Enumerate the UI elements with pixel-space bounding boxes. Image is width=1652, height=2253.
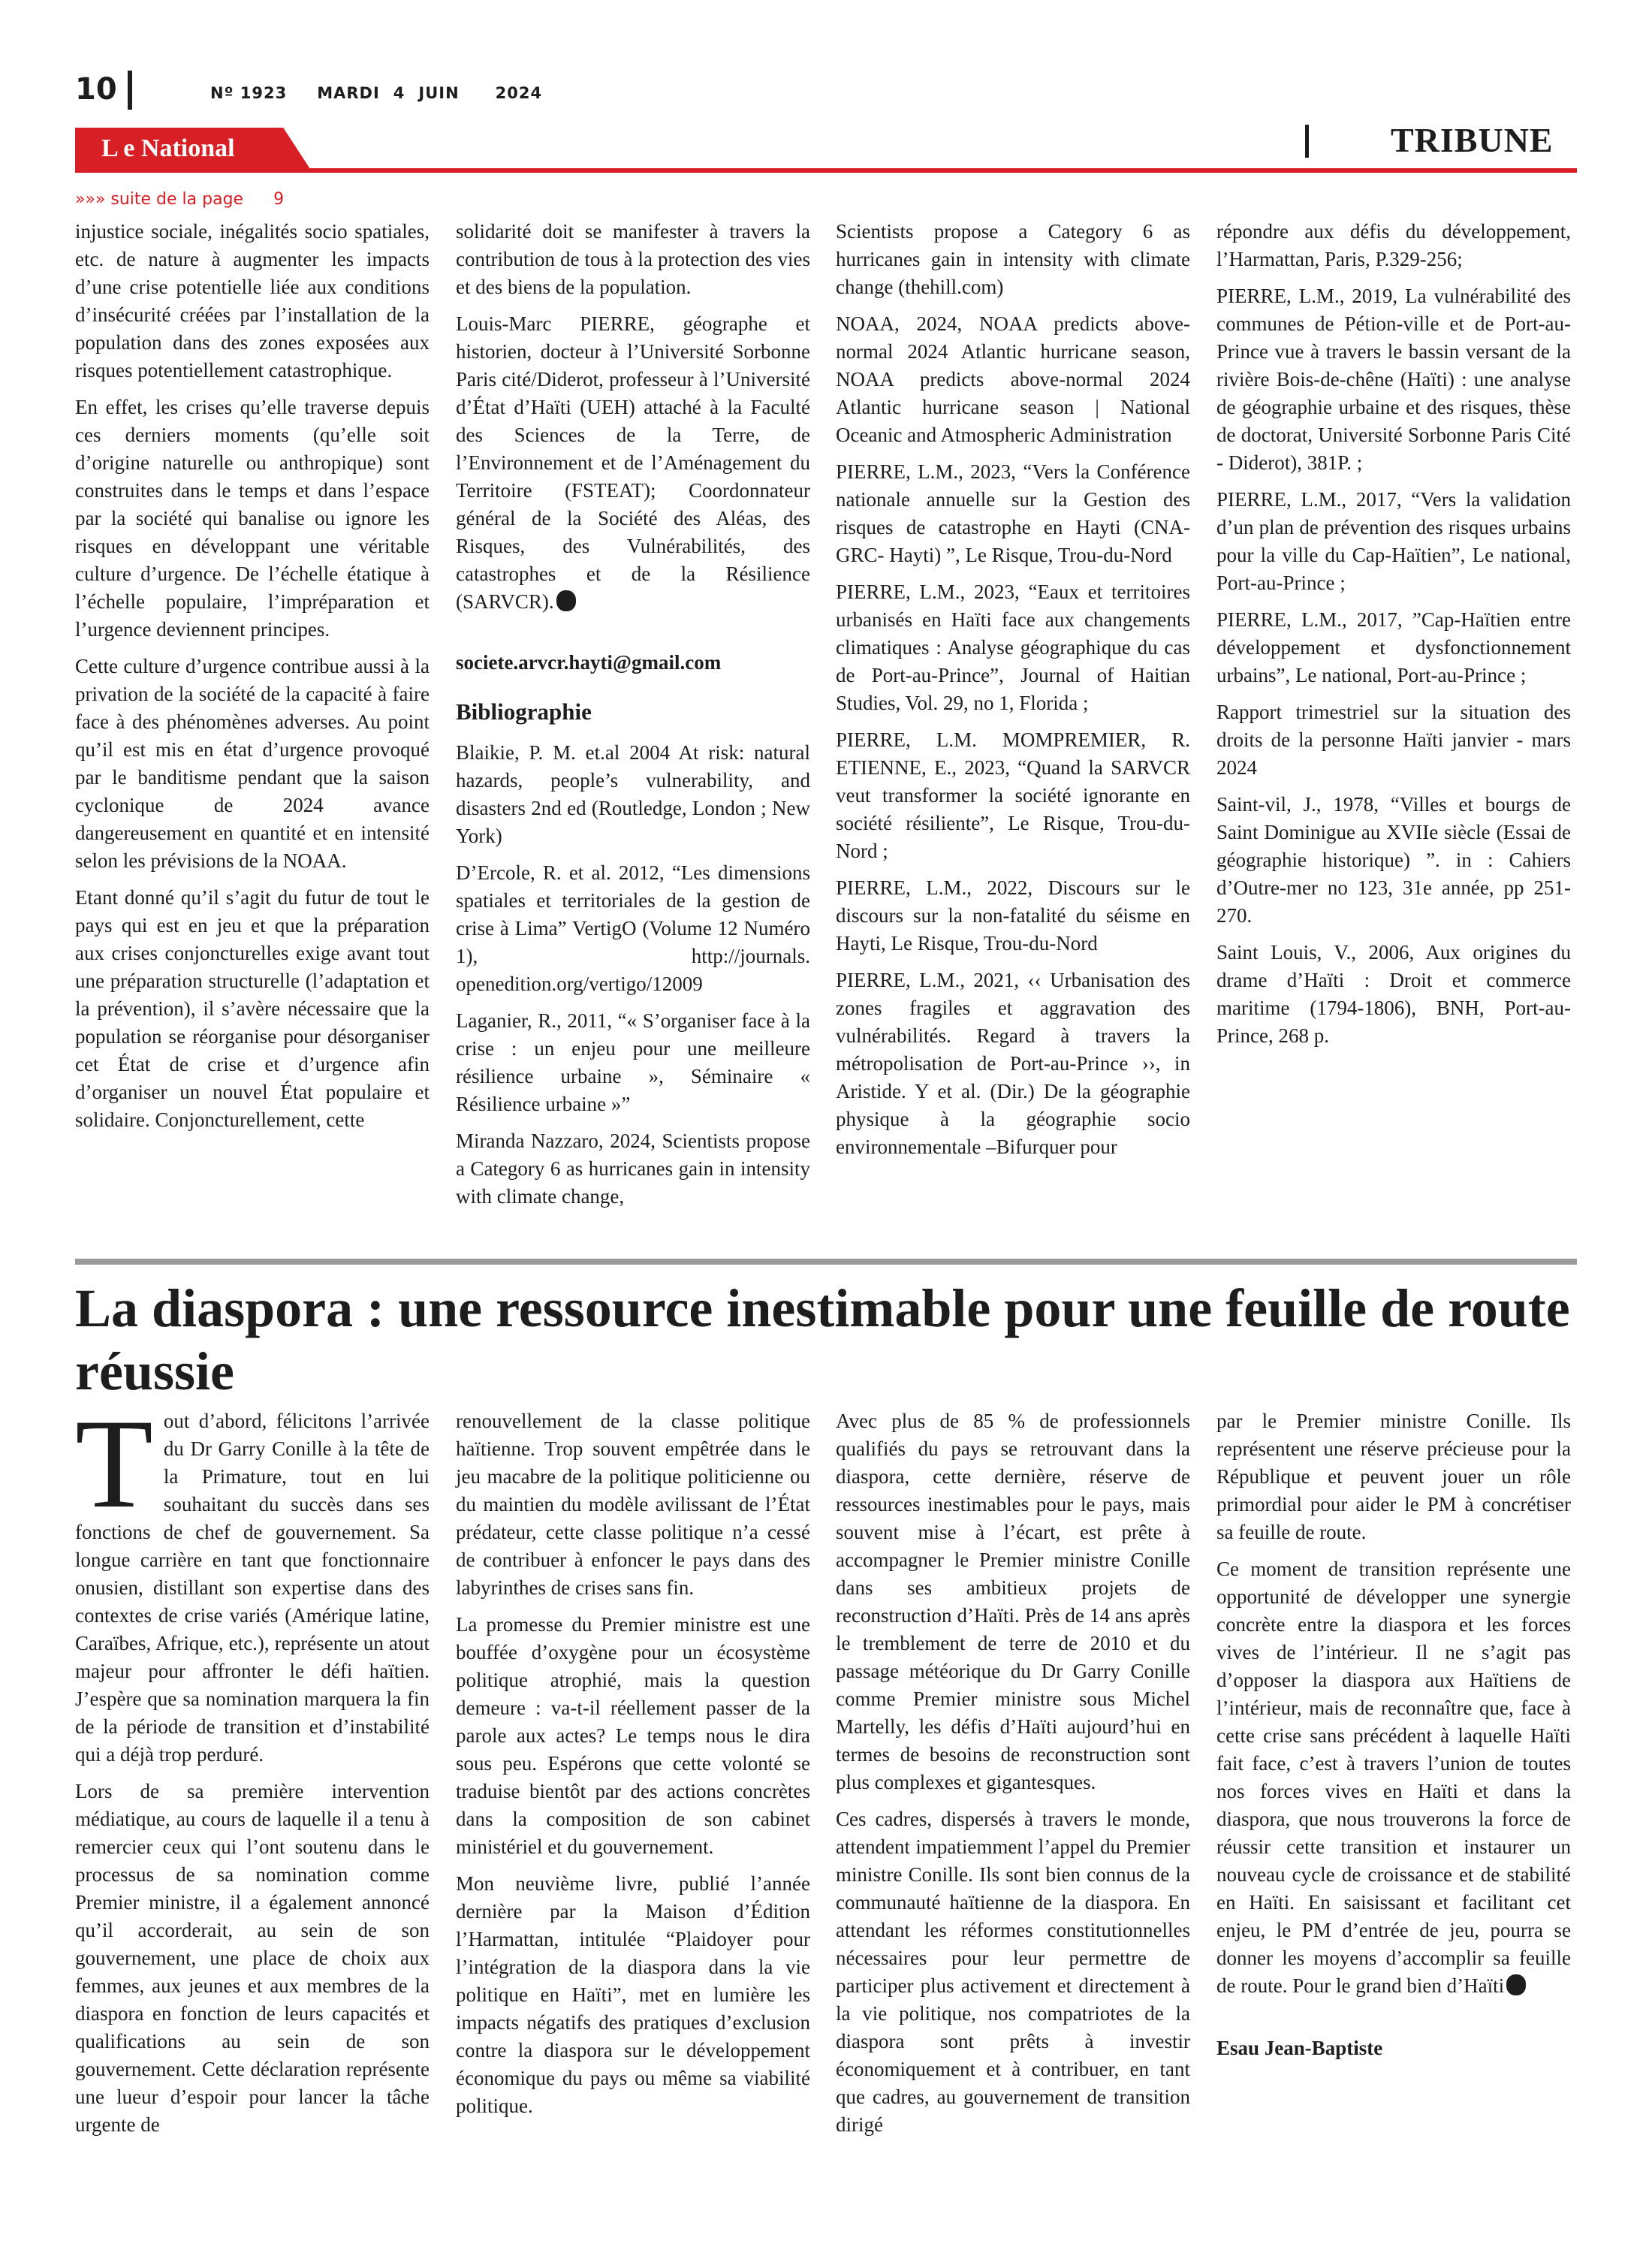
article2-column-1	[75, 1393, 430, 2148]
issue-number: Nº 1923	[210, 84, 288, 102]
page-number-rule	[128, 71, 132, 110]
bibliography-entry: PIERRE, L.M., 2023, “Vers la Conférence nationale annuelle sur la Gestion des risques de catastrophe en Hayti (CNA-GRC- Hayti) ”, Le Risque, Trou-du-Nord	[836, 460, 1190, 566]
page-number: 10	[75, 72, 117, 107]
bibliography-entry: PIERRE, L.M. MOMPREMIER, R. ETIENNE, E., 2023, “Quand la SARVCR veut transformer la société ignorante en société résiliente”, Le Risque, Trou-du-Nord ;	[836, 728, 1190, 862]
continuation-page: 9	[273, 190, 285, 209]
bibliography-entry: Blaikie, P. M. et.al 2004 At risk: natural hazards, people’s vulnerability, and disasters 2nd ed (Routledge, London ; New York)	[456, 741, 810, 847]
bibliography-entry: Rapport trimestriel sur la situation des droits de la personne Haïti janvier - mars 2024	[1216, 701, 1571, 779]
drop-cap: T	[75, 1393, 153, 1534]
section-separator	[1305, 125, 1309, 158]
article1-column-1	[75, 218, 430, 1143]
bibliography-entry: PIERRE, L.M., 2017, “Vers la validation d’un plan de prévention des risques urbains pour la ville du Cap-Haïtien”, Le national, Port-au-Prince ;	[1216, 488, 1571, 594]
bibliography-entry: PIERRE, L.M., 2022, Discours sur le discours sur la non-fatalité du séisme en Hayti, Le Risque, Trou-du-Nord	[836, 876, 1190, 955]
bibliography-entry: Scientists propose a Category 6 as hurricanes gain in intensity with climate change (thehill.com)	[836, 220, 1190, 298]
bibliography-entry: Miranda Nazzaro, 2024, Scientists propose a Category 6 as hurricanes gain in intensity with climate change,	[456, 1130, 810, 1208]
paragraph: Ce moment de transition représente une opportunité de développer une synergie concrète entre la diaspora et les forces vives de l’intérieur. Il ne s’agit pas d’opposer la diaspora aux Haïtiens de l’intérieur, mais de reconnaître que, face à cette crise sans précédent à laquelle Haïti fait face, c’est à travers l’union de toutes nos forces vives en Haïti et dans la diaspora, que nous trouverons la force de réussir cette transition et instaurer un nouveau cycle de croissance et de stabilité en Haïti. En saisissant et facilitant cet enjeu, le PM d’entrée de jeu, pourra se donner les moyens d’accomplir sa feuille de route. Pour le grand bien d’Haïti	[1216, 1558, 1571, 1997]
bibliography-entry: Saint-vil, J., 1978, “Villes et bourgs de Saint Dominigue au XVIIe siècle (Essai de géographie historique) ”. in : Cahiers d’Outre-mer no 123, 31e année, pp 251-270.	[1216, 793, 1571, 927]
author-email: societe.arvcr.hayti@gmail.com	[456, 651, 722, 674]
lead-paragraph: Tout d’abord, félicitons l’arrivée du Dr Garry Conille à la tête de la Primature, tout en lui souhaitant du succès dans ses fonctions de chef de gouvernement. Sa longue carrière en tant que fonctionnaire onusien, distillant son expertise dans des contextes de crise variés (Amérique latine, Caraïbes, Afrique, etc.), représente un atout majeur pour affronter le défi haïtien. J’espère que sa nomination marquera la fin de la période de transition et d’instabilité qui a déjà trop perduré.	[75, 1393, 430, 1766]
paragraph: La promesse du Premier ministre est une bouffée d’oxygène pour un écosystème politique atrophié, mais la question demeure : va-t-il réellement passer de la parole aux actes? Le temps nous le dira sous peu. Espérons que cette volonté se traduise bientôt par des actions concrètes dans la composition de son cabinet ministériel et du gouvernement.	[456, 1613, 810, 1858]
article1-column-3	[836, 218, 1190, 1170]
bibliography-entry: Saint Louis, V., 2006, Aux origines du drame d’Haïti : Droit et commerce maritime (1794-1806), BNH, Port-au-Prince, 268 p.	[1216, 941, 1571, 1047]
article1-column-4	[1216, 218, 1571, 1059]
issue-day: MARDI	[317, 84, 380, 102]
paragraph: Lors de sa première intervention médiatique, au cours de laquelle il a tenu à remercier ceux qui l’ont soutenu dans le processus de sa nomination comme Premier ministre, il a également annoncé qu’il accorderait, au sein de son gouvernement, une place de choix aux femmes, aux jeunes et aux membres de la diaspora en fonction de leurs capacités et qualifications au sein de son gouvernement. Cette déclaration représente une lueur d’espoir pour lancer la tâche urgente de	[75, 1780, 430, 2136]
bibliography-entry: PIERRE, L.M., 2017, ”Cap-Haïtien entre développement et dysfonctionnement urbains”, Le national, Port-au-Prince ;	[1216, 608, 1571, 686]
paragraph: par le Premier ministre Conille. Ils représentent une réserve précieuse pour la République et peuvent jouer un rôle primordial pour aider le PM à concrétiser sa feuille de route.	[1216, 1410, 1571, 1543]
header-rule	[75, 168, 1577, 173]
paragraph: injustice sociale, inégalités socio spatiales, etc. de nature à augmenter les impacts d’une crise potentielle liée aux conditions d’insécurité créées par l’installation de la population dans des zones exposées aux risques potentiellement catastrophique.	[75, 220, 430, 382]
bibliography-entry: répondre aux défis du développement, l’Harmattan, Paris, P.329-256;	[1216, 220, 1571, 270]
issue-date: 4	[393, 84, 405, 102]
paragraph: Avec plus de 85 % de professionnels qualifiés du pays se retrouvant dans la diaspora, cette dernière, réserve de ressources inestimables pour le pays, mais souvent mise à l’écart, est prête à accompagner le Premier ministre Conille dans ses ambitieux projets de reconstruction d’Haïti. Près de 14 ans après le tremblement de terre de 2010 et du passage météorique du Dr Garry Conille comme Premier ministre sous Michel Martelly, les défis d’Haïti aujourd’hui en termes de besoins de reconstruction sont plus complexes et gigantesques.	[836, 1410, 1190, 1793]
article2-column-3	[836, 1407, 1190, 2148]
article1-column-2	[456, 218, 810, 1220]
section-label: TRIBUNE	[1391, 121, 1554, 159]
bibliography-entry: Laganier, R., 2011, “« S’organiser face à la crise : un enjeu pour une meilleure résilience urbaine », Séminaire « Résilience urbaine »”	[456, 1009, 810, 1115]
issue-year: 2024	[495, 84, 543, 102]
bibliography-heading: Bibliographie	[456, 698, 592, 725]
end-of-article-icon	[556, 590, 576, 611]
issue-month: JUIN	[418, 84, 460, 102]
author-bio: Louis-Marc PIERRE, géographe et historien, docteur à l’Université Sorbonne Paris cité/Diderot, professeur à l’Université d’État d’Haïti (UEH) attaché à la Faculté des Sciences de la Terre, de l’Environnement et de l’Aménagement du Territoire (FSTEAT); Coordonnateur général de la Société des Aléas, des Risques, des Vulnérabilités, des catastrophes et de la Résilience (SARVCR).	[456, 312, 810, 613]
paragraph: En effet, les crises qu’elle traverse depuis ces derniers moments (qu’elle soit d’origine naturelle ou anthropique) sont construites dans le temps et dans l’espace par la société qui banalise ou ignore les risques en développant une véritable culture d’urgence. De l’échelle étatique à l’échelle populaire, l’impréparation et l’urgence deviennent principes.	[75, 396, 430, 641]
bibliography-entry: D’Ercole, R. et al. 2012, “Les dimensions spatiales et territoriales de la gestion de crise à Lima” VertigO (Volume 12 Numéro 1), http://journals. openedition.org/vertigo/12009	[456, 861, 810, 995]
paragraph: solidarité doit se manifester à travers la contribution de tous à la protection des vies et des biens de la population.	[456, 220, 810, 298]
continuation-note: »»» suite de la page 9	[75, 190, 285, 209]
bibliography-entry: PIERRE, L.M., 2021, ‹‹ Urbanisation des zones fragiles et aggravation des vulnérabilités. Regard à travers la métropolisation de Port-au-Prince ››, in Aristide. Y et al. (Dir.) De la géographie physique à la géographie socio environnementale –Bifurquer pour	[836, 969, 1190, 1158]
paragraph: Ces cadres, dispersés à travers le monde, attendent impatiemment l’appel du Premier ministre Conille. Ils sont bien connus de la communauté haïtienne de la diaspora. En attendant les réformes constitutionnelles nécessaires pour leur permettre de participer plus activement et directement à la vie politique, nos compatriotes de la diaspora sont prêts à investir économiquement et à contribuer, en tant que cadres, au gouvernement de transition dirigé	[836, 1808, 1190, 2136]
paragraph: renouvellement de la classe politique haïtienne. Trop souvent empêtrée dans le jeu macabre de la politique politicienne ou du maintien du modèle avilissant de l’État prédateur, cette classe politique n’a cessé de contribuer à enfoncer le pays dans des labyrinthes de crises sans fin.	[456, 1410, 810, 1599]
article2-column-4	[1216, 1407, 1571, 2071]
paragraph: Mon neuvième livre, publié l’année dernière par la Maison d’Édition l’Harmattan, intitulée “Plaidoyer pour l’intégration de la diaspora dans la vie politique en Haïti”, met en lumière les impacts négatifs des pratiques d’exclusion contre la diaspora sur le développement économique du pays ou même sa viabilité politique.	[456, 1872, 810, 2117]
article2-column-2	[456, 1407, 810, 2129]
bibliography-entry: PIERRE, L.M., 2019, La vulnérabilité des communes de Pétion-ville et de Port-au-Prince vue à travers le bassin versant de la rivière Bois-de-chêne (Haïti) : une analyse de géographie urbaine et des risques, thèse de doctorat, Université Sorbonne Paris Cité - Diderot), 381P. ;	[1216, 285, 1571, 474]
newspaper-logo: L e National	[101, 134, 235, 162]
end-of-article-icon	[1506, 1974, 1526, 1995]
article-author: Esau Jean-Baptiste	[1216, 2037, 1383, 2059]
paragraph: Etant donné qu’il s’agit du futur de tout le pays qui est en jeu et que la préparation aux crises conjoncturelles exige avant tout une préparation structurelle (l’adaptation et la prévention), il s’avère nécessaire que la population se réorganise pour désorganiser cet État de crise et d’urgence afin d’organiser un nouvel État populaire et solidaire. Conjoncturellement, cette	[75, 886, 430, 1131]
bibliography-entry: PIERRE, L.M., 2023, “Eaux et territoires urbanisés en Haïti face aux changements climatiques : Analyse géographique du cas de Port-au-Prince”, Journal of Haitian Studies, Vol. 29, no 1, Florida ;	[836, 581, 1190, 714]
bibliography-entry: NOAA, 2024, NOAA predicts above-normal 2024 Atlantic hurricane season, NOAA predicts above-normal 2024 Atlantic hurricane season | National Oceanic and Atmospheric Administration	[836, 312, 1190, 446]
issue-info	[210, 84, 572, 102]
paragraph: Cette culture d’urgence contribue aussi à la privation de la société de la capacité à faire face à des phénomènes adverses. Au point qu’il est mis en état d’urgence provoqué par le banditisme pendant que la saison cyclonique de 2024 avance dangereusement en quantité et en intensité selon les prévisions de la NOAA.	[75, 655, 430, 872]
article-divider	[75, 1259, 1577, 1265]
article-headline: La diaspora : une ressource inestimable pour une feuille de route réussie	[75, 1278, 1570, 1401]
